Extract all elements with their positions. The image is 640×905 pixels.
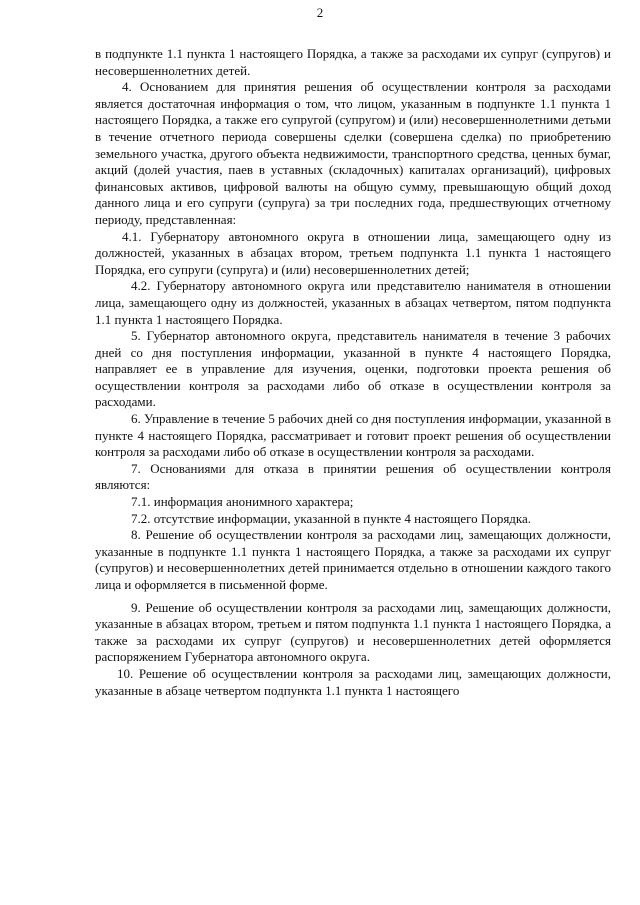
paragraph-9: 9. Решение об осуществлении контроля за расходами лиц, замещающих должности, указанные в абзацах втором, третьем и пятом подпункта 1.1 пункта 1 настоящего Порядка, а также за расходами их супруг (супругов) и несовершеннолетних детей оформляется распоряжением Губернатора автономного округа.	[95, 599, 611, 665]
paragraph-4: 4. Основанием для принятия решения об осуществлении контроля за расходами является достаточная информация о том, что лицом, указанным в подпункте 1.1 пункта 1 настоящего Порядка, а также его супругой (супругом) и (или) несовершеннолетними детьми в течение отчетного периода совершены сделки (совершена сделка) по приобретению земельного участка, другого объекта недвижимости, транспортного средства, ценных бумаг, акций (долей участия, паев в уставных (складочных) капиталах организаций), цифровых финансовых активов, цифровой валюты на общую сумму, превышающую общий доход данного лица и его супруги (супруга) за три последних года, предшествующих отчетному периоду, представленная:	[95, 79, 611, 227]
paragraph-7-2: 7.2. отсутствие информации, указанной в пункте 4 настоящего Порядка.	[131, 510, 532, 526]
paragraph-5: 5. Губернатор автономного округа, представитель нанимателя в течение 3 рабочих дней со дня поступления информации, указанной в пункте 4 настоящего Порядка, направляет ее в управление для изучения, оценки, подготовки проекта решения об осуществлении контроля за расходами либо об отказе в осуществлении контроля за расходами.	[95, 328, 611, 410]
paragraph-continuation: в подпункте 1.1 пункта 1 настоящего Порядка, а также за расходами их супруг (супругов) и несовершеннолетних детей.	[95, 46, 611, 78]
paragraph-6: 6. Управление в течение 5 рабочих дней со дня поступления информации, указанной в пункте 4 настоящего Порядка, рассматривает и готовит проект решения об осуществлении контроля за расходами либо об отказе в осуществлении контроля за расходами.	[95, 411, 611, 460]
paragraph-7: 7. Основаниями для отказа в принятии решения об осуществлении контроля являются:	[95, 460, 611, 493]
document-body	[95, 46, 611, 699]
paragraph-10: 10. Решение об осуществлении контроля за расходами лиц, замещающих должности, указанные в абзаце четвертом подпункта 1.1 пункта 1 настоящего	[95, 665, 611, 698]
paragraph-4-1: 4.1. Губернатору автономного округа в отношении лица, замещающего одну из должностей, указанных в абзацах втором, третьем подпункта 1.1 пункта 1 настоящего Порядка, его супруги (супруга) и (или) несовершеннолетних детей;	[95, 228, 611, 277]
paragraph-7-1: 7.1. информация анонимного характера;	[131, 494, 354, 510]
paragraph-4-2: 4.2. Губернатору автономного округа или представителю нанимателя в отношении лица, замещающего одну из должностей, указанных в абзацах четвертом, пятом подпункта 1.1 пункта 1 настоящего Порядка.	[95, 278, 611, 327]
page-number: 2	[316, 5, 324, 20]
paragraph-8: 8. Решение об осуществлении контроля за расходами лиц, замещающих должности, указанные в подпункте 1.1 пункта 1 настоящего Порядка, а также за расходами их супруг (супругов) и несовершеннолетних детей принимается отдельно в отношении каждого такого лица и оформляется в письменной форме.	[95, 527, 611, 592]
